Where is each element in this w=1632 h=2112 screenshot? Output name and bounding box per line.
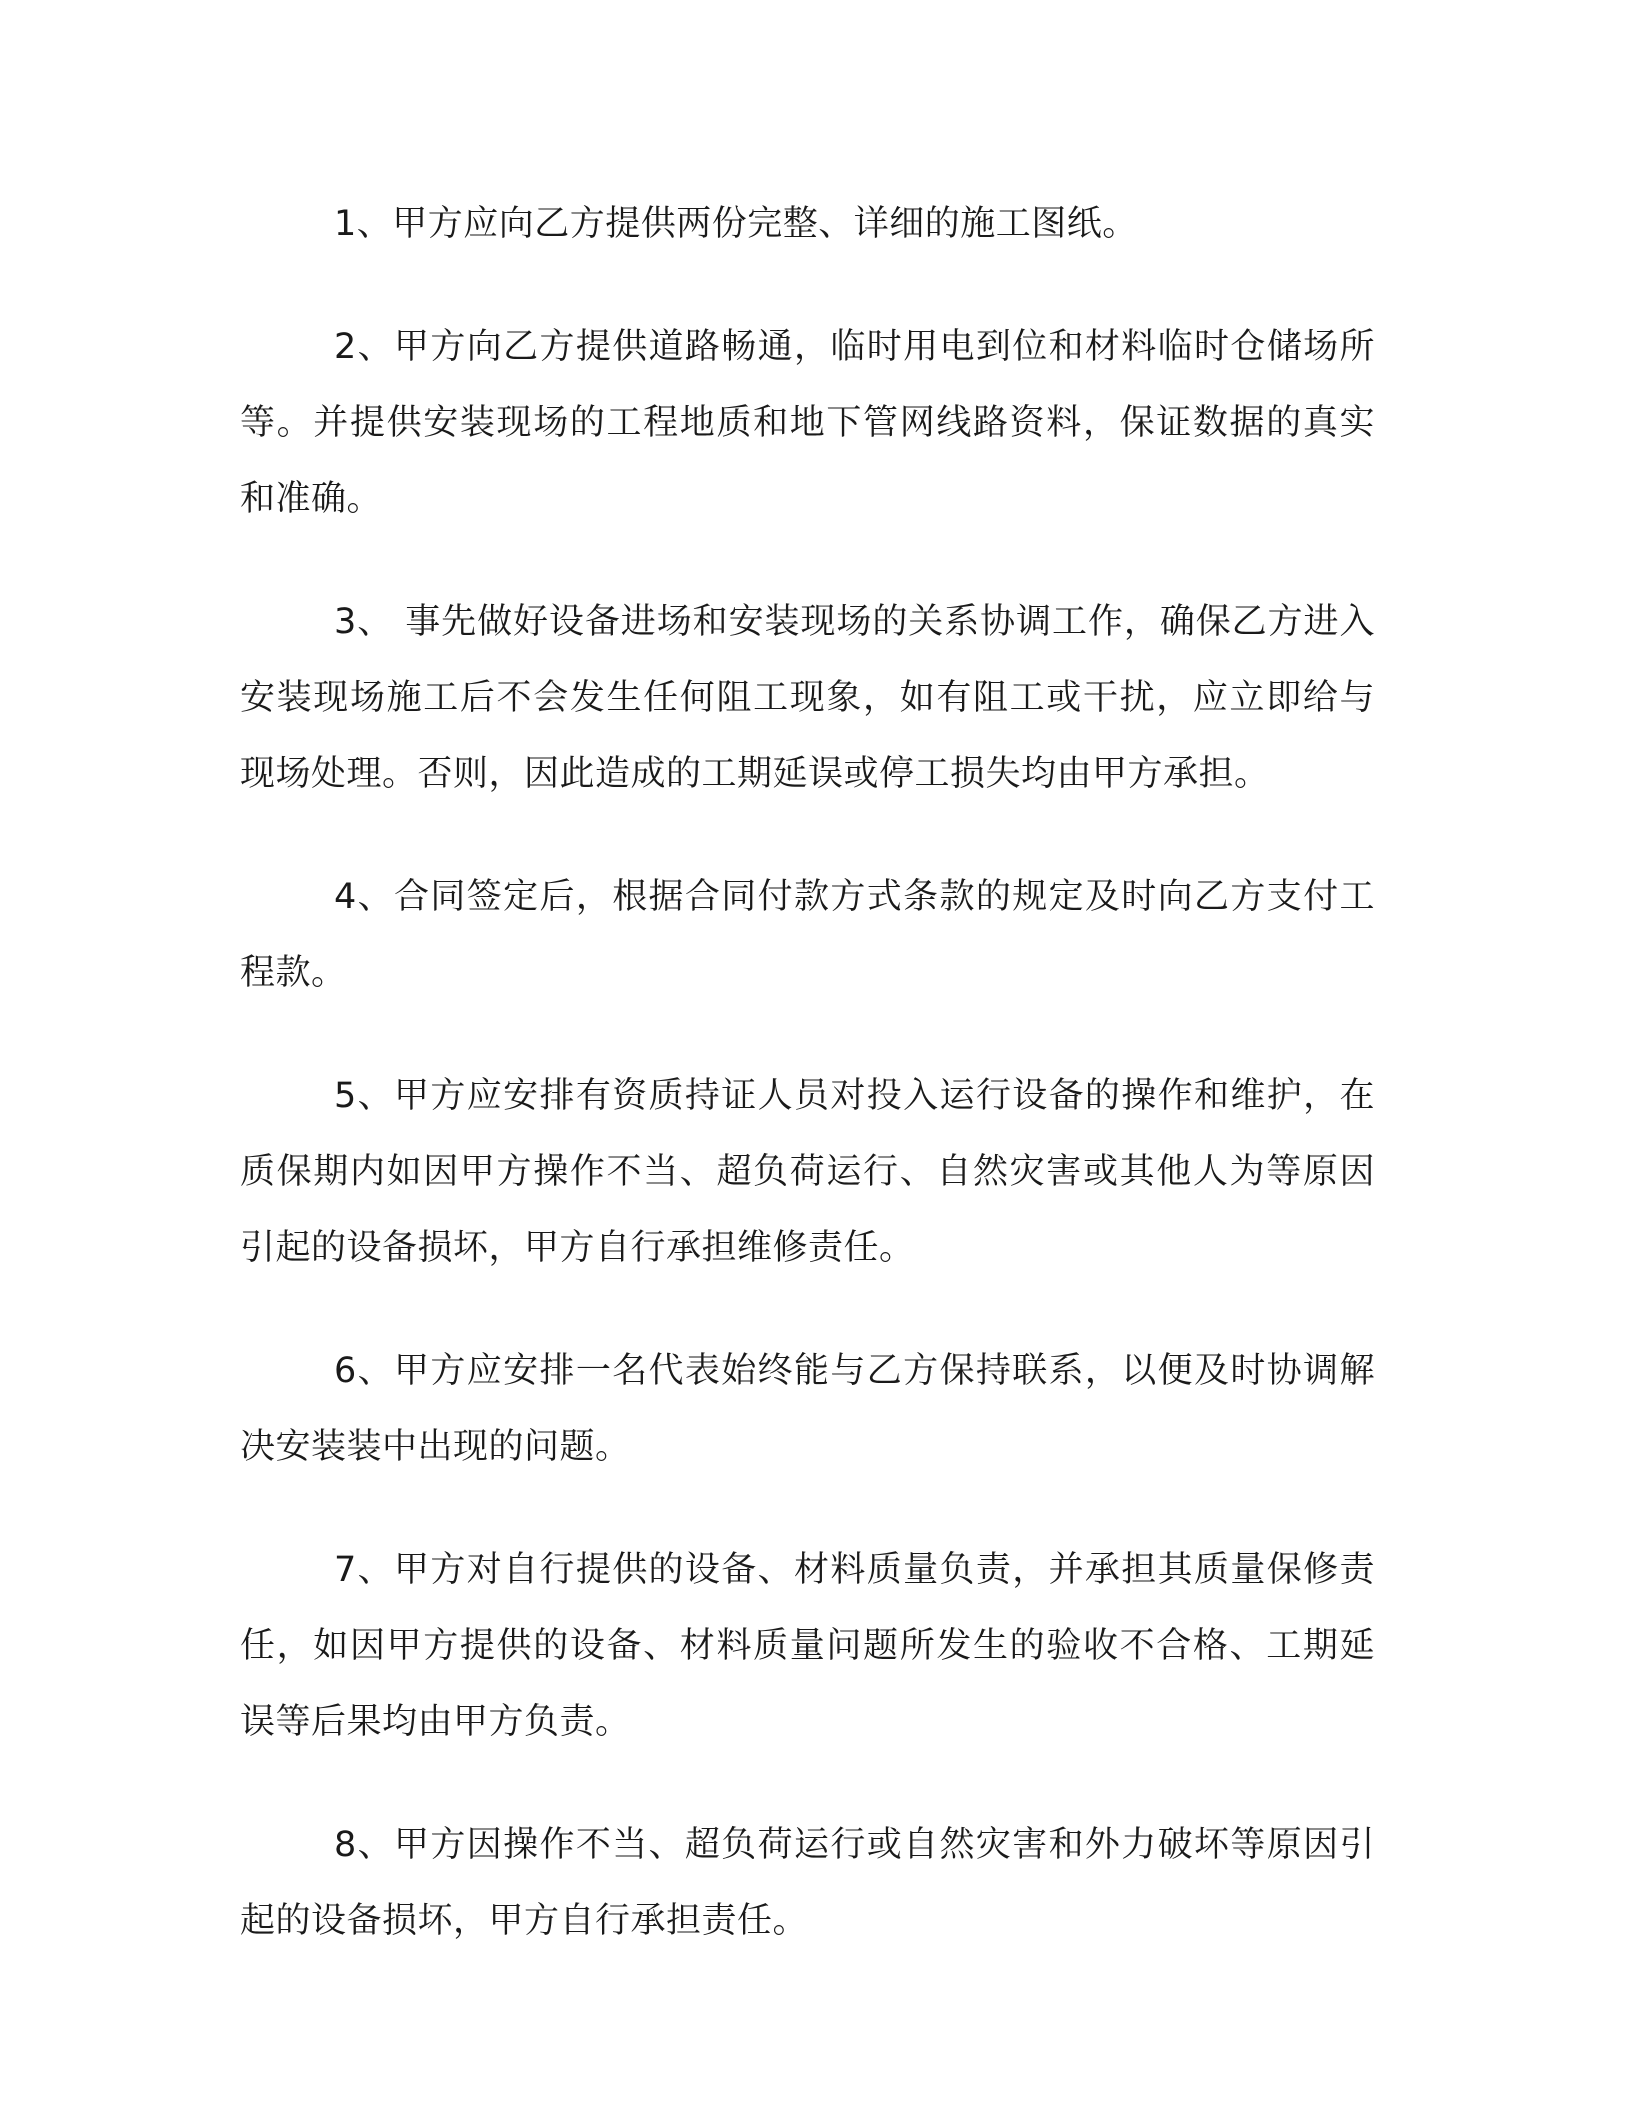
clause-6: 6、甲方应安排一名代表始终能与乙方保持联系，以便及时协调解决安装装中出现的问题。 bbox=[240, 1351, 1375, 1467]
clause-2: 2、甲方向乙方提供道路畅通，临时用电到位和材料临时仓储场所等。并提供安装现场的工程地质和地下管网线路资料，保证数据的真实和准确。 bbox=[240, 327, 1375, 519]
clause-1: 1、甲方应向乙方提供两份完整、详细的施工图纸。 bbox=[334, 204, 1138, 244]
clause-7: 7、甲方对自行提供的设备、材料质量负责，并承担其质量保修责任，如因甲方提供的设备、材料质量问题所发生的验收不合格、工期延误等后果均由甲方负责。 bbox=[240, 1550, 1375, 1742]
clause-5: 5、甲方应安排有资质持证人员对投入运行设备的操作和维护，在质保期内如因甲方操作不当、超负荷运行、自然灾害或其他人为等原因引起的设备损坏，甲方自行承担维修责任。 bbox=[240, 1076, 1375, 1268]
clause-3: 3、 事先做好设备进场和安装现场的关系协调工作，确保乙方进入安装现场施工后不会发生任何阻工现象，如有阻工或干扰，应立即给与现场处理。否则，因此造成的工期延误或停工损失均由甲方承担。 bbox=[240, 602, 1375, 794]
clause-8: 8、甲方因操作不当、超负荷运行或自然灾害和外力破坏等原因引起的设备损坏，甲方自行承担责任。 bbox=[240, 1825, 1375, 1941]
clause-list bbox=[240, 186, 1375, 2006]
clause-4: 4、合同签定后，根据合同付款方式条款的规定及时向乙方支付工程款。 bbox=[240, 877, 1375, 993]
